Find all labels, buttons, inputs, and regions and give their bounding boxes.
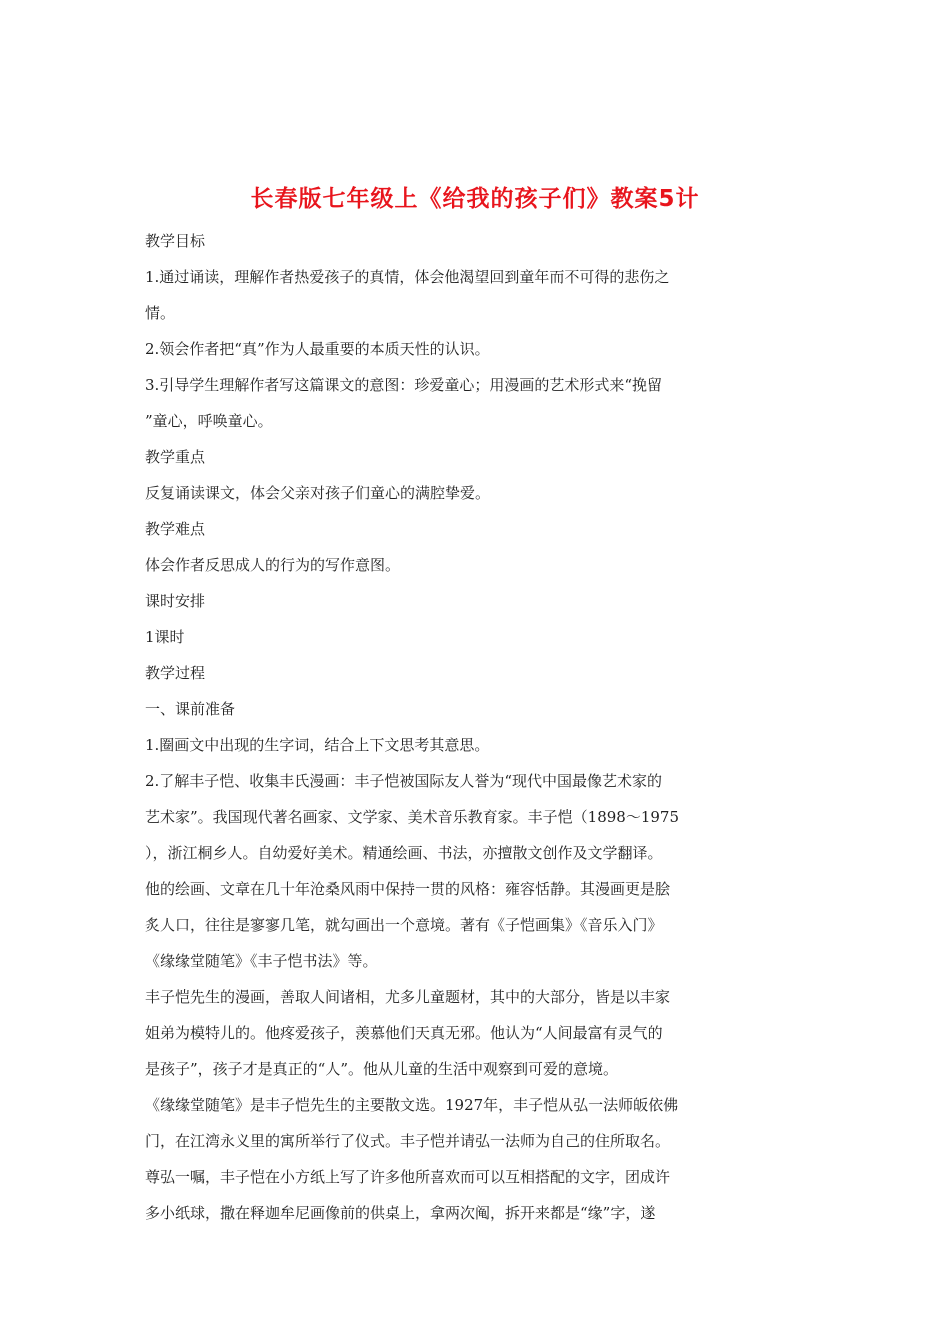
body-line: 2.领会作者把“真”作为人最重要的本质天性的认识。 bbox=[145, 340, 490, 358]
body-line: 2.了解丰子恺、收集丰氏漫画：丰子恺被国际友人誉为“现代中国最像艺术家的 bbox=[145, 772, 662, 790]
body-line: 教学难点 bbox=[145, 520, 206, 538]
body-line: 是孩子”，孩子才是真正的“人”。他从儿童的生活中观察到可爱的意境。 bbox=[145, 1060, 619, 1078]
body-line: 1.圈画文中出现的生字词，结合上下文思考其意思。 bbox=[145, 736, 490, 754]
body-line: 一、课前准备 bbox=[145, 700, 236, 718]
body-line: 多小纸球，撒在释迦牟尼画像前的供桌上，拿两次阄，拆开来都是“缘”字，遂 bbox=[145, 1204, 656, 1222]
body-line: ），浙江桐乡人。自幼爱好美术。精通绘画、书法，亦擅散文创作及文学翻译。 bbox=[145, 844, 663, 862]
body-line: 《缘缘堂随笔》《丰子恺书法》等。 bbox=[145, 952, 378, 970]
body-line: 《缘缘堂随笔》是丰子恺先生的主要散文选。1927年，丰子恺从弘一法师皈依佛 bbox=[145, 1096, 679, 1114]
body-line: 炙人口，往往是寥寥几笔，就勾画出一个意境。著有《子恺画集》《音乐入门》 bbox=[145, 916, 663, 934]
document-title: 长春版七年级上《给我的孩子们》教案5计 bbox=[250, 186, 700, 212]
body-line: 情。 bbox=[145, 304, 176, 322]
body-line: 课时安排 bbox=[145, 592, 206, 610]
body-line: 门，在江湾永义里的寓所举行了仪式。丰子恺并请弘一法师为自己的住所取名。 bbox=[145, 1132, 671, 1150]
body-line: 教学重点 bbox=[145, 448, 206, 466]
body-line: 3.引导学生理解作者写这篇课文的意图：珍爱童心；用漫画的艺术形式来“挽留 bbox=[145, 376, 662, 394]
body-line: ”童心，呼唤童心。 bbox=[145, 412, 273, 430]
body-line: 反复诵读课文，体会父亲对孩子们童心的满腔挚爱。 bbox=[145, 484, 491, 502]
document-body bbox=[145, 223, 745, 1231]
body-line: 艺术家”。我国现代著名画家、文学家、美术音乐教育家。丰子恺（1898～1975 bbox=[145, 808, 680, 826]
body-line: 教学过程 bbox=[145, 664, 206, 682]
body-line: 姐弟为模特儿的。他疼爱孩子，羡慕他们天真无邪。他认为“人间最富有灵气的 bbox=[145, 1024, 663, 1042]
body-line: 1课时 bbox=[145, 628, 185, 646]
body-line: 教学目标 bbox=[145, 232, 206, 250]
body-line: 他的绘画、文章在几十年沧桑风雨中保持一贯的风格：雍容恬静。其漫画更是脍 bbox=[145, 880, 671, 898]
body-line: 尊弘一嘱，丰子恺在小方纸上写了许多他所喜欢而可以互相搭配的文字，团成许 bbox=[145, 1168, 671, 1186]
body-line: 丰子恺先生的漫画，善取人间诸相，尤多儿童题材，其中的大部分，皆是以丰家 bbox=[145, 988, 671, 1006]
body-line: 体会作者反思成人的行为的写作意图。 bbox=[145, 556, 401, 574]
body-line: 1.通过诵读，理解作者热爱孩子的真情，体会他渴望回到童年而不可得的悲伤之 bbox=[145, 268, 670, 286]
